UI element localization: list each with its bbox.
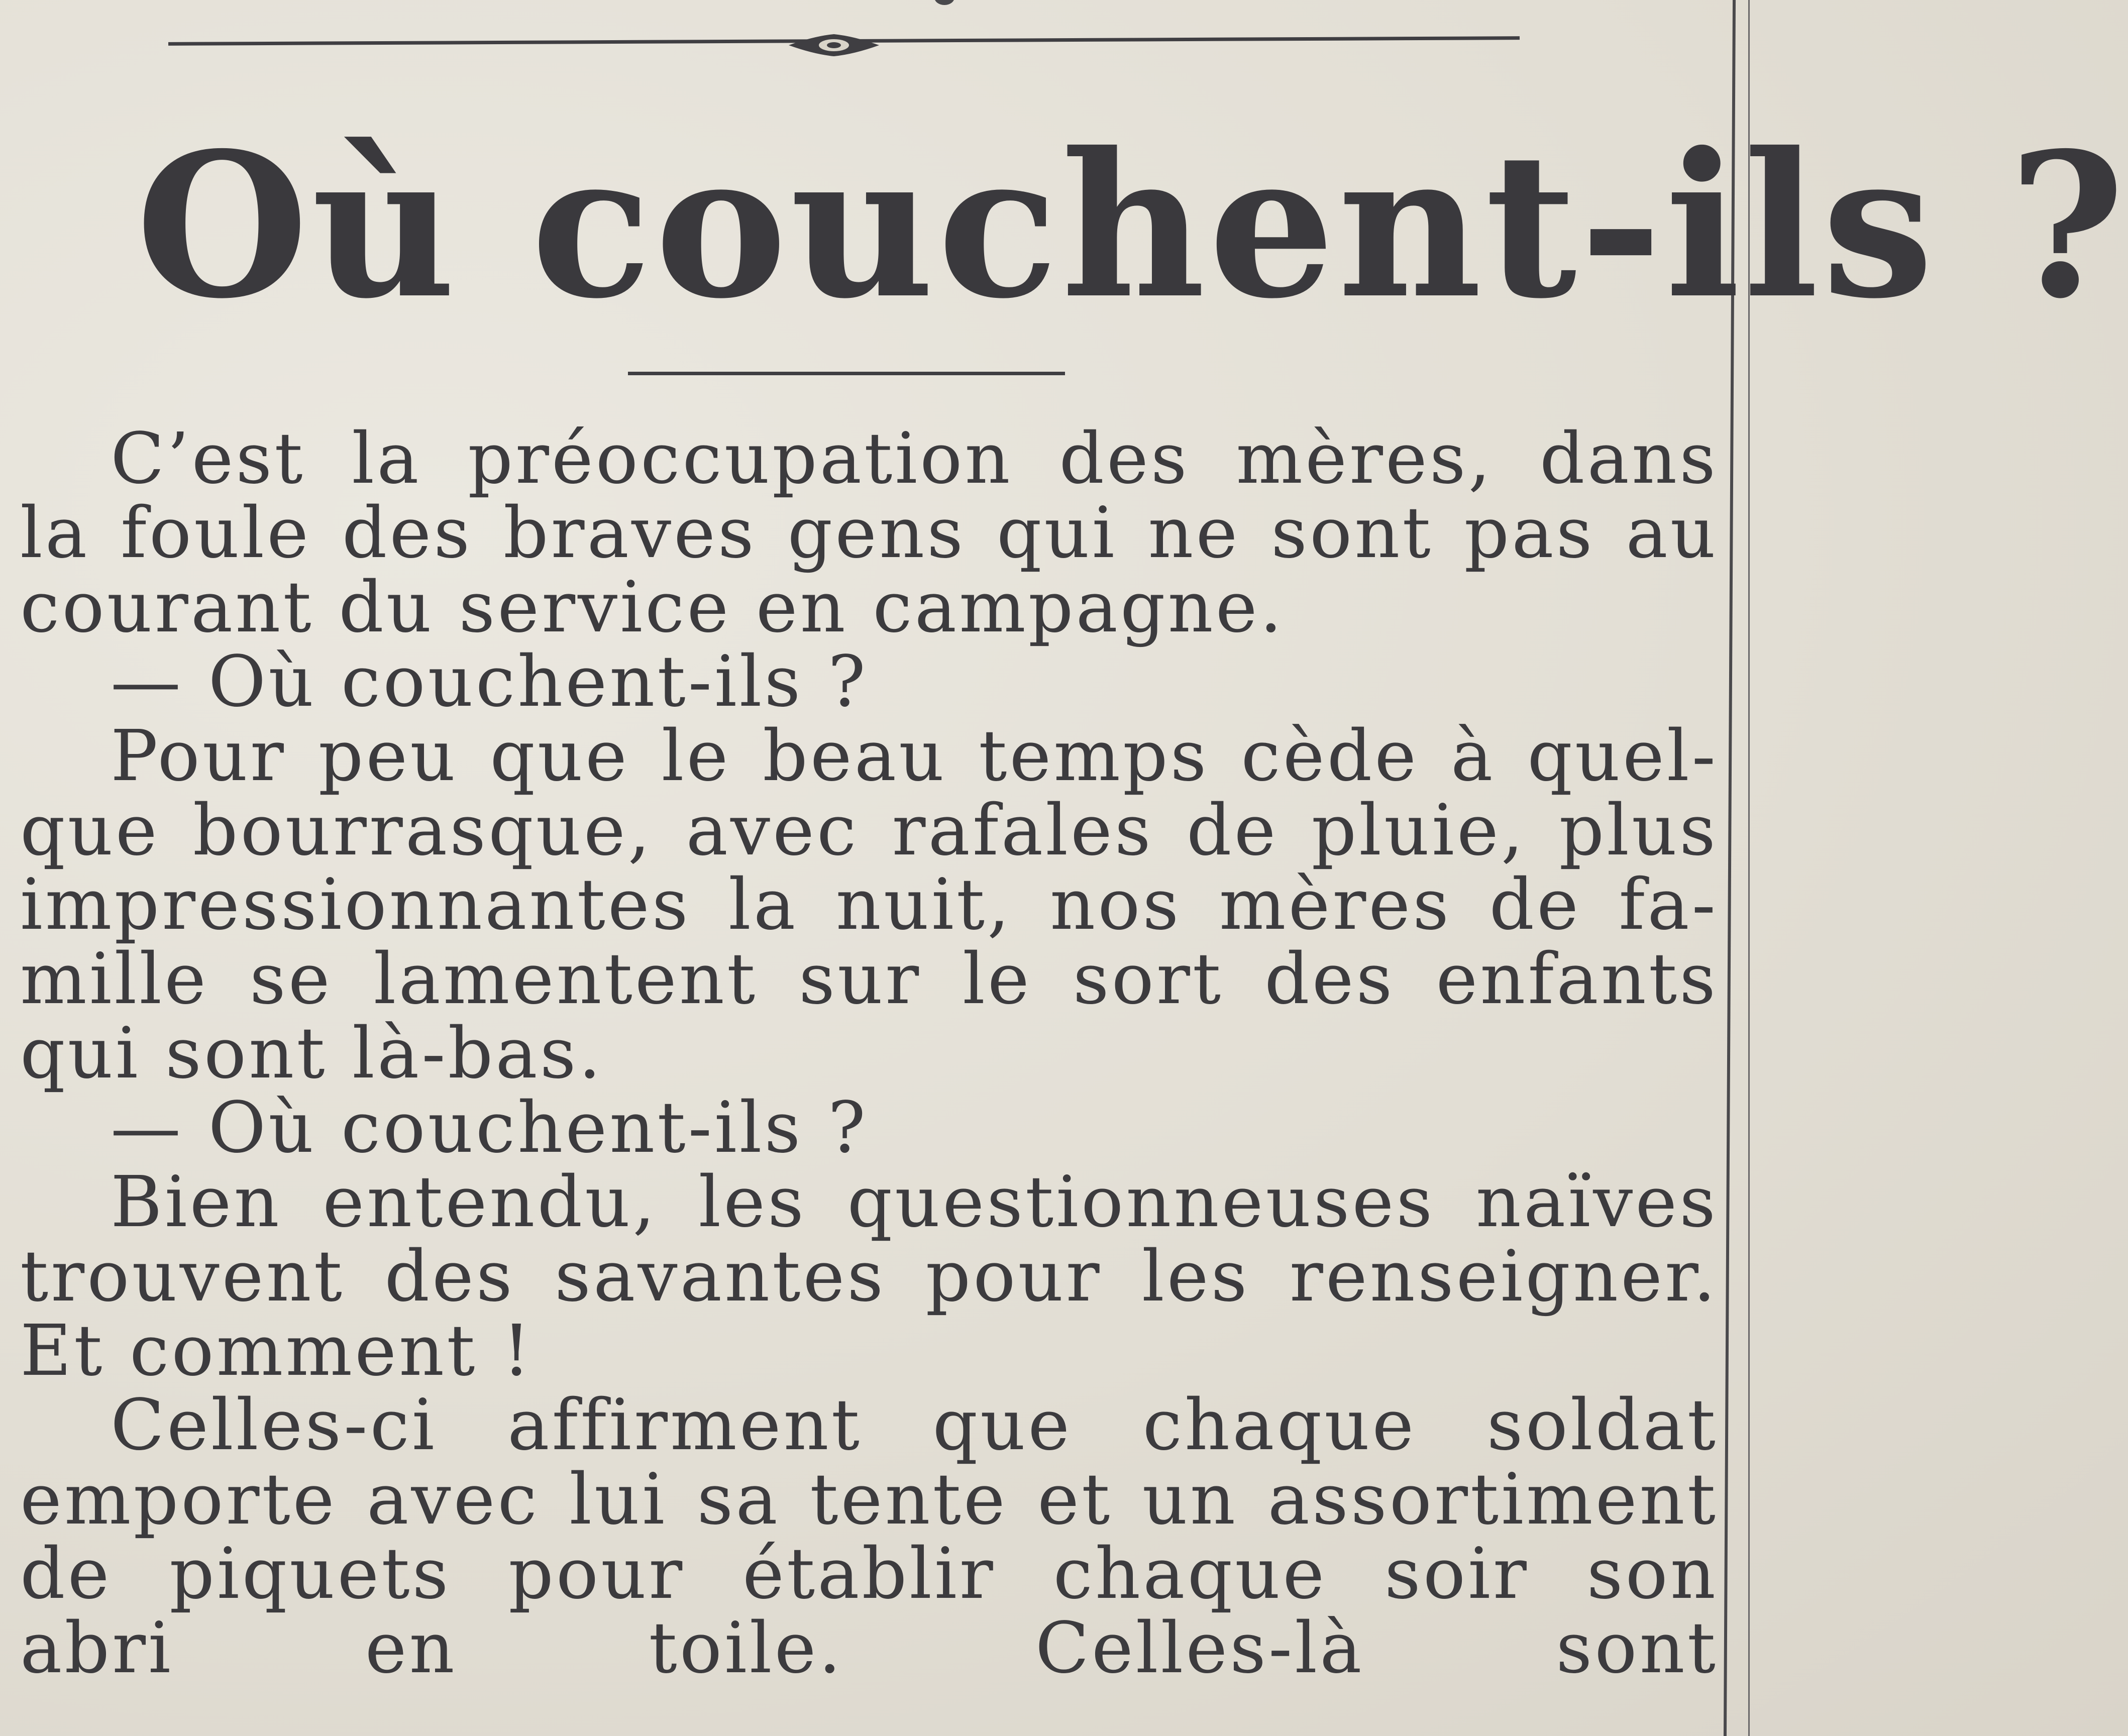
body-line: Celles-ci affirment que chaque soldat	[111, 1384, 1718, 1466]
body-line: courant du service en campagne.	[20, 567, 1285, 648]
body-line: emporte avec lui sa tente et un assortiment	[20, 1459, 1718, 1541]
body-line: qui sont là-bas.	[20, 1013, 604, 1095]
body-line: — Où couchent-ils ?	[111, 1087, 868, 1169]
body-line: Et comment !	[20, 1310, 534, 1392]
body-line: — Où couchent-ils ?	[111, 641, 868, 723]
body-line: C’est la préoccupation des mères, dans	[111, 418, 1718, 500]
body-line: que bourrasque, avec rafales de pluie, plus	[20, 790, 1718, 872]
article-title: Où couchent-ils ?	[136, 110, 2128, 343]
body-line: impressionnantes la nuit, nos mères de fa-	[20, 864, 1718, 946]
body-line: Pour peu que le beau temps cède à quel-	[111, 715, 1718, 797]
body-line: de piquets pour établir chaque soir son	[20, 1533, 1718, 1615]
body-line: la foule des braves gens qui ne sont pas au	[20, 492, 1718, 574]
body-line: trouvent des savantes pour les renseigner.	[20, 1236, 1718, 1318]
body-line: abri en toile. Celles-là sont	[20, 1607, 1718, 1689]
divider-ornament	[784, 31, 884, 59]
body-line: Bien entendu, les questionneuses naïves	[111, 1161, 1718, 1243]
title-underline-rule	[628, 372, 1065, 375]
ink-fragment	[934, 0, 954, 5]
body-line: mille se lamentent sur le sort des enfants	[20, 938, 1718, 1020]
article-body	[20, 418, 1718, 1689]
